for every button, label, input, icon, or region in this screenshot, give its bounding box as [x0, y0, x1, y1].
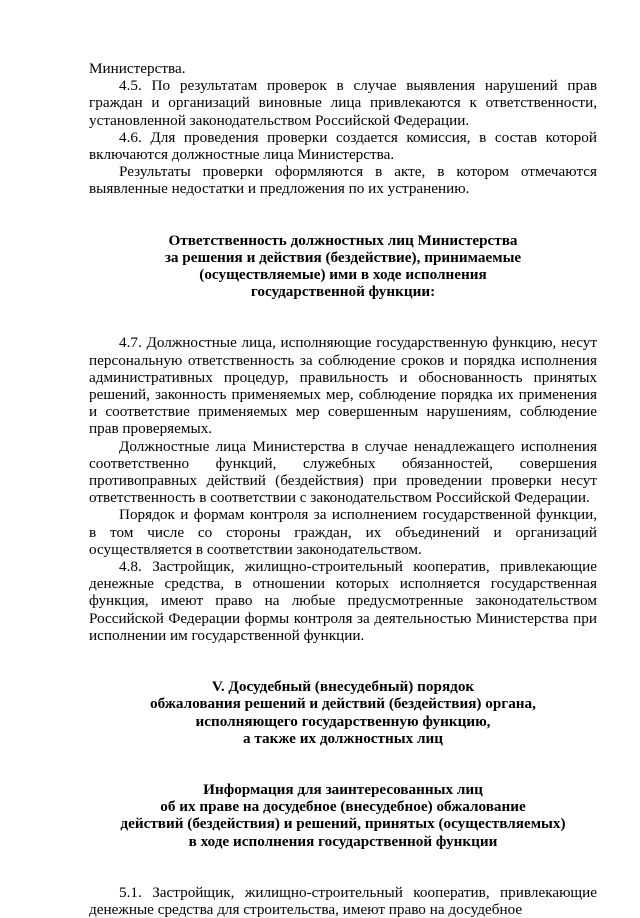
- spacer: [89, 850, 597, 884]
- document-body: [89, 60, 597, 918]
- spacer: [89, 300, 597, 334]
- paragraph-4-7: 4.7. Должностные лица, исполняющие государственную функцию, несут персональную ответственность за соблюдение сроков и порядка исполнения административных процедур, правильность и обоснованность принятых решений, законность применяемых мер, соблюдение порядка их применения и соответствие применяемых мер совершенным нарушениям, соблюдение прав проверяемых.: [89, 334, 597, 438]
- section-heading-v: [89, 678, 597, 747]
- heading-line: а также их должностных лиц: [242, 729, 444, 747]
- heading-line: исполняющего государственную функцию,: [195, 712, 491, 730]
- paragraph-results: Результаты проверки оформляются в акте, в котором отмечаются выявленные недостатки и предложения по их устранению.: [89, 163, 597, 198]
- paragraph-control-order: Порядок и формам контроля за исполнением государственной функции, в том числе со стороны граждан, их объединений и организаций осуществляется в соответствии законодательством.: [89, 506, 597, 558]
- heading-line: обжалования решений и действий (бездействия) органа,: [150, 695, 536, 713]
- paragraph-5-1: 5.1. Застройщик, жилищно-строительный кооператив, привлекающие денежные средства для строительства, имеют право на досудебное: [89, 883, 597, 918]
- section-heading-responsibility: [89, 232, 597, 301]
- paragraph-4-6: 4.6. Для проведения проверки создается комиссия, в состав которой включаются должностные лица Министерства.: [89, 128, 597, 164]
- heading-line: Ответственность должностных лиц Министерства: [168, 231, 518, 249]
- paragraph-4-8: 4.8. Застройщик, жилищно-строительный кооператив, привлекающие денежные средства, в отношении которых исполняется государственная функция, имеют право на любые предусмотренные законодательством Российской Федерации формы контроля за деятельностью Министерства при исполнении им государственной функции.: [89, 558, 597, 644]
- paragraph-4-5: 4.5. По результатам проверок в случае выявления нарушений прав граждан и организаций виновные лица привлекаются к ответственности, установленной законодательством Российской Федерации.: [89, 77, 597, 129]
- heading-line: (осуществляемые) ими в ходе исполнения: [199, 266, 487, 284]
- spacer: [89, 198, 597, 232]
- spacer: [89, 747, 597, 781]
- section-heading-information: [89, 781, 597, 850]
- heading-line: V. Досудебный (внесудебный) порядок: [211, 678, 475, 696]
- heading-line: государственной функции:: [250, 283, 436, 301]
- heading-line: об их праве на досудебное (внесудебное) обжалование: [160, 798, 526, 816]
- heading-line: в ходе исполнения государственной функции: [188, 832, 498, 850]
- paragraph-officials: Должностные лица Министерства в случае ненадлежащего исполнения соответственно функций, служебных обязанностей, совершения противоправных действий (бездействия) при проведении проверки несут ответственность в соответствии с законодательством Российской Федерации.: [89, 437, 597, 507]
- paragraph-continuation: Министерства.: [89, 60, 186, 77]
- heading-line: действий (бездействия) и решений, принятых (осуществляемых): [120, 815, 566, 833]
- heading-line: за решения и действия (бездействие), принимаемые: [164, 248, 522, 266]
- spacer: [89, 644, 597, 678]
- heading-line: Информация для заинтересованных лиц: [203, 780, 483, 798]
